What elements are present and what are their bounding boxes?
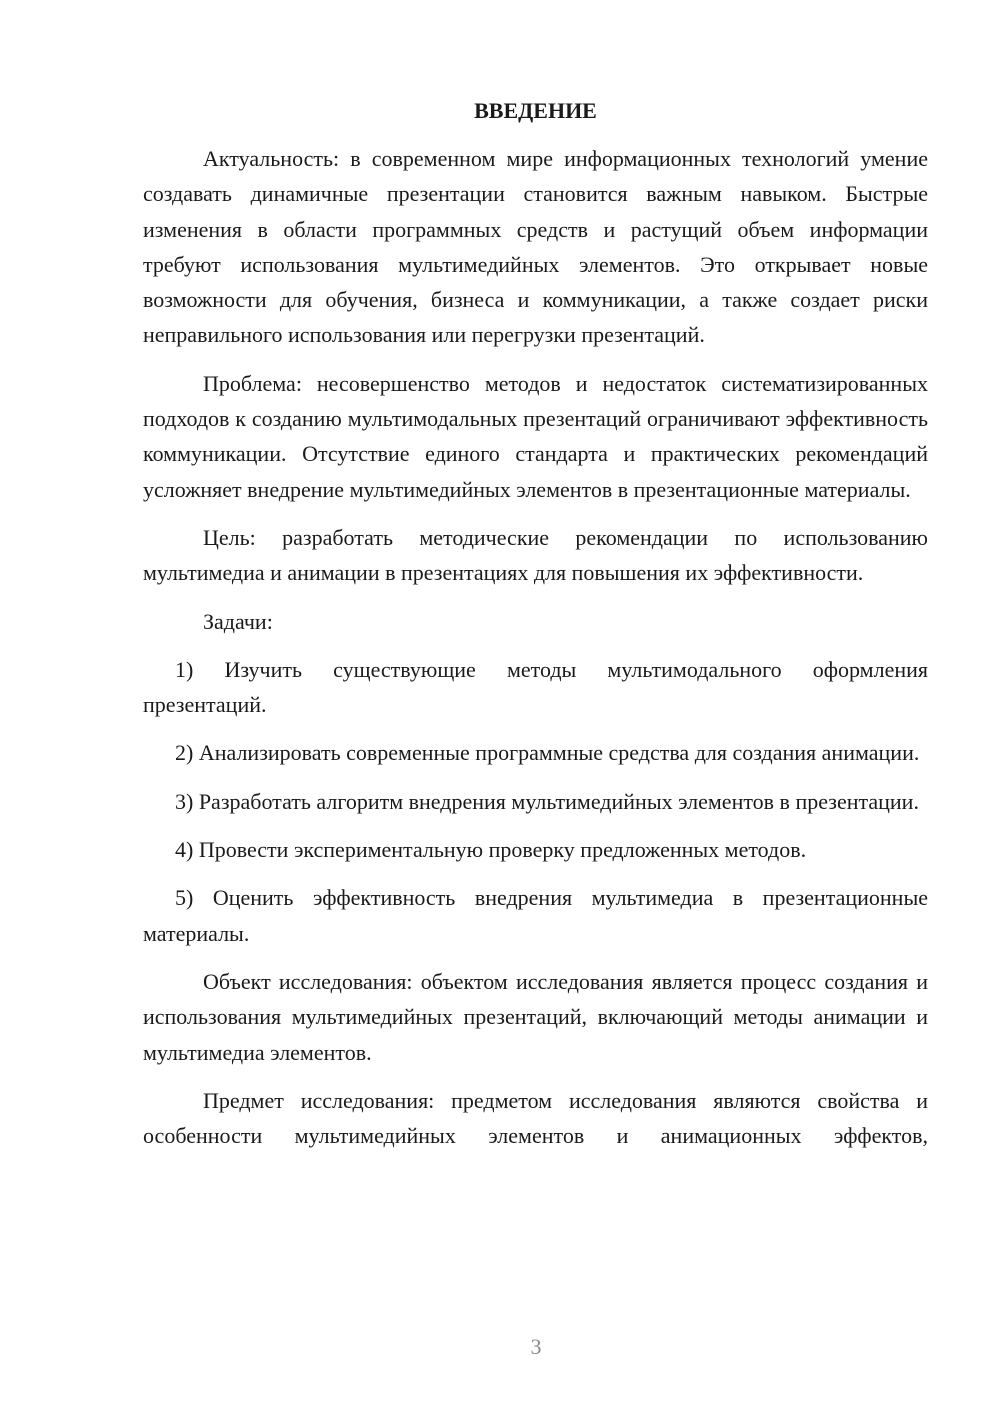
tasks-heading: Задачи: [203, 608, 273, 634]
task-item-1: 1) Изучить существующие методы мультимодального оформления презентаций. [143, 656, 928, 718]
paragraph-goal: Цель: разработать методические рекомендации по использованию мультимедиа и анимации в презентациях для повышения их эффективности. [143, 524, 928, 586]
paragraph-relevance: Актуальность: в современном мире информационных технологий умение создавать динамичные презентации становится важным навыком. Быстрые изменения в области программных средств и растущий объем информации требуют использования мультимедийных элементов. Это открывает новые возможности для обучения, бизнеса и коммуникации, а также создает риски неправильного использования или перегрузки презентаций. [143, 146, 928, 348]
paragraph-object: Объект исследования: объектом исследования является процесс создания и использования мультимедийных презентаций, включающий методы анимации и мультимедиа элементов. [143, 968, 928, 1065]
page-content [143, 93, 928, 1166]
section-title: ВВЕДЕНИЕ [474, 98, 597, 123]
paragraph-subject: Предмет исследования: предметом исследования являются свойства и особенности мультимедийных элементов и анимационных эффектов, [143, 1087, 928, 1149]
page-number: 3 [530, 1334, 542, 1359]
task-item-2: 2) Анализировать современные программные средства для создания анимации. [175, 740, 920, 766]
paragraph-problem: Проблема: несовершенство методов и недостаток систематизированных подходов к созданию мультимодальных презентаций ограничивают эффективность коммуникации. Отсутствие единого стандарта и практических рекомендаций усложняет внедрение мультимедийных элементов в презентационные материалы. [143, 370, 928, 502]
task-item-3: 3) Разработать алгоритм внедрения мультимедийных элементов в презентации. [175, 788, 919, 814]
task-item-4: 4) Провести экспериментальную проверку предложенных методов. [175, 837, 807, 863]
task-item-5: 5) Оценить эффективность внедрения мультимедиа в презентационные материалы. [143, 885, 928, 946]
